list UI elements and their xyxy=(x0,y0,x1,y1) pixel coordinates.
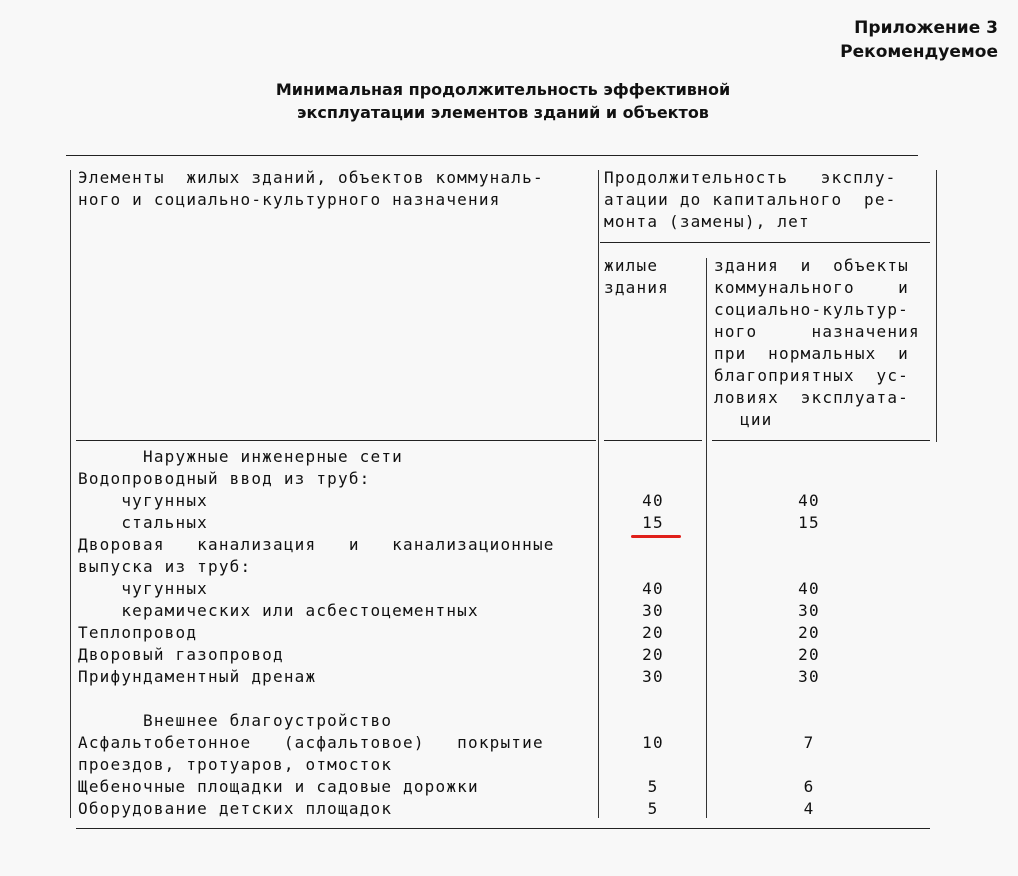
header-elements-line-2: ного и социально-культурного назначения xyxy=(78,190,501,209)
title-line-2: эксплуатации элементов зданий и объектов xyxy=(297,103,709,122)
left-border xyxy=(70,170,71,818)
row-label: Водопроводный ввод из труб: xyxy=(78,469,371,488)
row-value-communal: 20 xyxy=(798,623,820,642)
header-communal-line-3: социально-культур- xyxy=(714,300,909,319)
row-label: Оборудование детских площадок xyxy=(78,799,393,818)
header-residential-line-1: жилые xyxy=(604,256,659,275)
header-residential-line-2: здания xyxy=(604,278,669,297)
row-value-residential: 5 xyxy=(647,777,659,796)
header-communal-line-7: ловиях эксплуата- xyxy=(714,388,909,407)
row-value-communal: 30 xyxy=(798,601,820,620)
row-value-communal: 7 xyxy=(803,733,815,752)
header-communal-line-8: ции xyxy=(740,410,773,429)
row-value-residential: 5 xyxy=(647,799,659,818)
row-value-residential: 40 xyxy=(642,491,664,510)
header-communal-line-4: ного назначения xyxy=(714,322,920,341)
row-value-communal: 4 xyxy=(803,799,815,818)
red-underline-mark xyxy=(631,535,681,538)
row-label: Внешнее благоустройство xyxy=(78,711,393,730)
row-value-communal: 40 xyxy=(798,579,820,598)
row-label: Прифундаментный дренаж xyxy=(78,667,317,686)
row-label: чугунных xyxy=(78,491,208,510)
row-value-residential: 20 xyxy=(642,645,664,664)
row-value-communal: 15 xyxy=(798,513,820,532)
row-label: Асфальтобетонное (асфальтовое) покрытие xyxy=(78,733,544,752)
row-value-communal: 40 xyxy=(798,491,820,510)
header-communal-line-6: благоприятных ус- xyxy=(714,366,909,385)
row-value-residential: 30 xyxy=(642,601,664,620)
row-label: Щебеночные площадки и садовые дорожки xyxy=(78,777,479,796)
header-bottom-rule-col2 xyxy=(604,440,702,441)
col1-divider xyxy=(598,170,599,818)
header-bottom-rule-col3 xyxy=(712,440,930,441)
document-title xyxy=(0,78,1006,124)
appendix-status: Рекомендуемое xyxy=(840,42,998,62)
row-value-residential: 30 xyxy=(642,667,664,686)
title-line-1: Минимальная продолжительность эффективной xyxy=(275,80,731,99)
row-label: Дворовый газопровод xyxy=(78,645,284,664)
group-header-rule xyxy=(600,242,930,243)
row-value-communal: 6 xyxy=(803,777,815,796)
right-border xyxy=(936,170,937,442)
col2-divider xyxy=(706,258,707,818)
row-value-communal: 20 xyxy=(798,645,820,664)
row-value-residential: 20 xyxy=(642,623,664,642)
row-label: проездов, тротуаров, отмосток xyxy=(78,755,393,774)
row-label: керамических или асбестоцементных xyxy=(78,601,479,620)
row-label: Теплопровод xyxy=(78,623,198,642)
header-communal-line-2: коммунального и xyxy=(714,278,909,297)
appendix-number: Приложение 3 xyxy=(854,18,998,38)
header-communal-line-5: при нормальных и xyxy=(714,344,909,363)
header-bottom-rule-col1 xyxy=(76,440,596,441)
appendix-label xyxy=(840,16,998,64)
row-value-communal: 30 xyxy=(798,667,820,686)
header-duration-line-2: атации до капитального ре- xyxy=(604,190,897,209)
row-label: Дворовая канализация и канализационные xyxy=(78,535,555,554)
header-communal-line-1: здания и объекты xyxy=(714,256,909,275)
row-value-residential: 15 xyxy=(642,513,664,532)
header-elements-line-1: Элементы жилых зданий, объектов коммуналь- xyxy=(78,168,544,187)
table-bottom-rule xyxy=(76,828,930,829)
row-label: стальных xyxy=(78,513,208,532)
row-label: выпуска из труб: xyxy=(78,557,252,576)
row-label: чугунных xyxy=(78,579,208,598)
row-value-residential: 10 xyxy=(642,733,664,752)
header-duration-line-1: Продолжительность эксплу- xyxy=(604,168,897,187)
row-value-residential: 40 xyxy=(642,579,664,598)
header-duration-line-3: монта (замены), лет xyxy=(604,212,810,231)
table-top-rule xyxy=(66,155,918,156)
row-label: Наружные инженерные сети xyxy=(78,447,403,466)
